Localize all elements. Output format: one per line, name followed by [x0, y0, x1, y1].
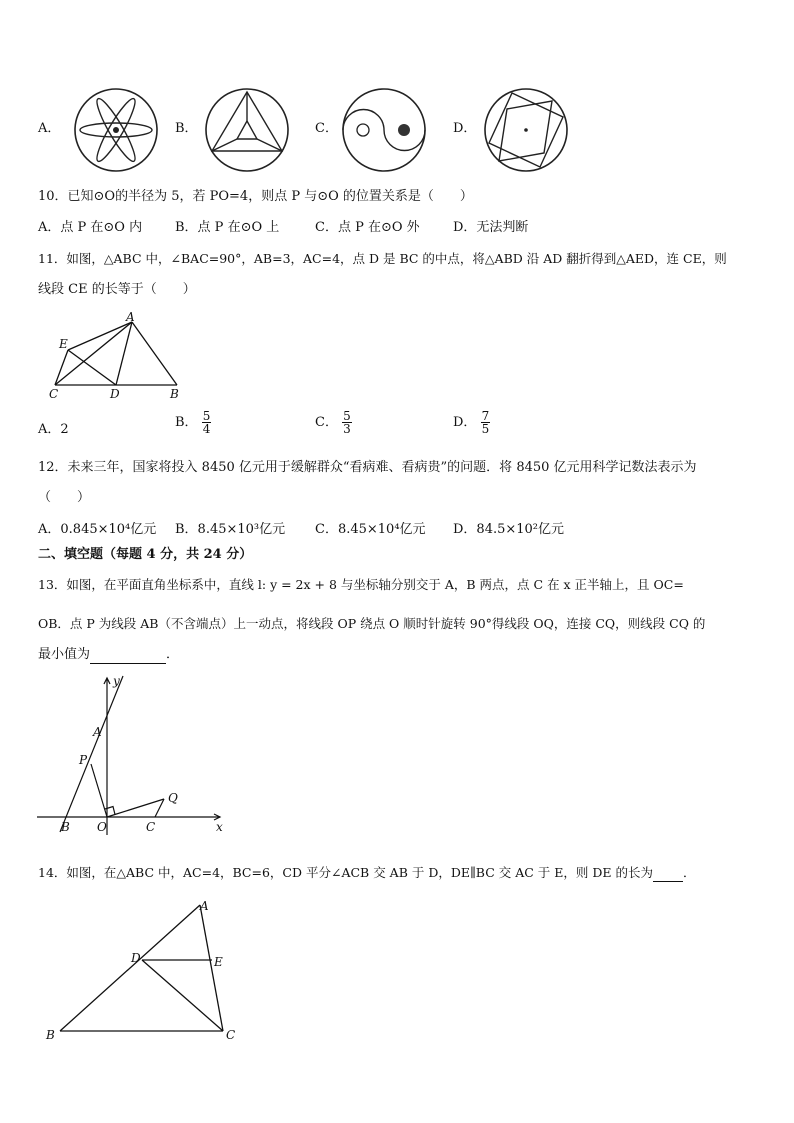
- q14-label-d: D: [131, 951, 141, 965]
- q12-option-a: A．0.845×10⁴亿元: [38, 522, 157, 537]
- q12-option-c: C．8.45×10⁴亿元: [315, 522, 426, 537]
- q13-label-c: C: [146, 820, 156, 834]
- q9-option-a-label: A．: [38, 121, 61, 136]
- q9-figure-a-flower: [72, 87, 160, 173]
- q12-option-b: B．8.45×10³亿元: [175, 522, 286, 537]
- q13-label-p: P: [79, 753, 88, 767]
- q13-stem-line2: OB．点 P 为线段 AB（不含端点）上一动点，将线段 OP 绕点 O 顺时针旋转 90°得线段 OQ，连接 CQ，则线段 CQ 的: [38, 616, 706, 631]
- q14-label-b: B: [46, 1028, 55, 1042]
- q9-figure-d-squares-in-circle: [482, 87, 570, 173]
- q11-label-c: C: [49, 387, 59, 401]
- q11-option-c: [315, 410, 352, 435]
- q9-figure-c-yin-yang: [340, 87, 428, 173]
- q14-stem: [38, 865, 696, 882]
- q14-answer-blank: [653, 865, 683, 882]
- q10-option-b: B．点 P 在⊙O 上: [175, 220, 280, 235]
- q11-option-c-label: C．: [315, 415, 338, 430]
- q14-figure-triangle: [40, 895, 250, 1045]
- q11-option-b-fraction: [202, 410, 212, 435]
- q11-stem-line2: 线段 CE 的长等于（ ）: [38, 282, 196, 297]
- q13-stem-line3-end: ．: [166, 647, 180, 662]
- q11-option-d-label: D．: [453, 415, 477, 430]
- q11-figure-triangle: [45, 310, 190, 402]
- q13-label-x: x: [216, 820, 223, 834]
- q10-stem: 10．已知⊙O的半径为 5，若 PO=4，则点 P 与⊙O 的位置关系是（ ）: [38, 189, 473, 204]
- q9-option-b-label: B．: [175, 121, 198, 136]
- q9-option-c-label: C．: [315, 121, 338, 136]
- q9-option-d-label: D．: [453, 121, 477, 136]
- q9-figure-b-triangle-in-circle: [203, 87, 291, 173]
- q13-label-a: A: [93, 725, 102, 739]
- q11-option-d-numerator: 7: [481, 409, 490, 423]
- q13-label-b: B: [61, 820, 70, 834]
- q12-stem-line1: 12．未来三年，国家将投入 8450 亿元用于缓解群众“看病难、看病贵”的问题．将 8450 亿元用科学记数法表示为: [38, 460, 697, 475]
- q11-option-b: [175, 410, 211, 435]
- section-2-heading: 二、填空题（每题 4 分，共 24 分）: [38, 547, 253, 562]
- q11-label-b: B: [170, 387, 179, 401]
- q11-stem-line1: 11．如图，△ABC 中，∠BAC=90°，AB=3，AC=4，点 D 是 BC 的中点，将△ABD 沿 AD 翻折得到△AED，连 CE，则: [38, 251, 727, 266]
- q13-label-q: Q: [168, 791, 178, 805]
- q11-option-b-label: B．: [175, 415, 198, 430]
- q11-option-d: [453, 410, 490, 435]
- q14-label-a: A: [200, 899, 209, 913]
- q14-stem-text: 14．如图，在△ABC 中，AC=4，BC=6，CD 平分∠ACB 交 AB 于 D，DE∥BC 交 AC 于 E，则 DE 的长为: [38, 865, 653, 880]
- q11-option-b-numerator: 5: [202, 409, 211, 423]
- q13-label-o: O: [97, 820, 107, 834]
- q11-option-d-fraction: [481, 410, 491, 435]
- q12-stem-line2: （ ）: [38, 490, 91, 505]
- q14-label-e: E: [214, 955, 223, 969]
- q11-option-d-denominator: 5: [481, 422, 490, 436]
- q14-stem-end: ．: [682, 865, 696, 880]
- q11-option-b-denominator: 4: [202, 422, 211, 436]
- q14-label-c: C: [226, 1028, 236, 1042]
- q11-label-e: E: [59, 337, 68, 351]
- q13-figure-coordinate-plane: [35, 672, 235, 842]
- q11-option-c-numerator: 5: [343, 409, 351, 423]
- q10-option-c: C．点 P 在⊙O 外: [315, 220, 420, 235]
- q10-option-d: D．无法判断: [453, 220, 529, 235]
- q13-stem-line3-text: 最小值为: [38, 647, 91, 662]
- q13-answer-blank: [90, 647, 166, 664]
- q11-option-c-fraction: [342, 410, 352, 435]
- q11-label-a: A: [126, 310, 135, 324]
- q10-option-a: A．点 P 在⊙O 内: [38, 220, 143, 235]
- q13-stem-line3: [38, 647, 179, 664]
- q13-stem-line1: 13．如图，在平面直角坐标系中，直线 l: y = 2x + 8 与坐标轴分别交于 A，B 两点，点 C 在 x 正半轴上，且 OC=: [38, 577, 684, 592]
- q13-label-y: y: [113, 674, 120, 688]
- q11-label-d: D: [110, 387, 120, 401]
- q11-option-c-denominator: 3: [343, 422, 351, 436]
- q12-option-d: D．84.5×10²亿元: [453, 522, 565, 537]
- q11-option-a: A．2: [38, 422, 69, 437]
